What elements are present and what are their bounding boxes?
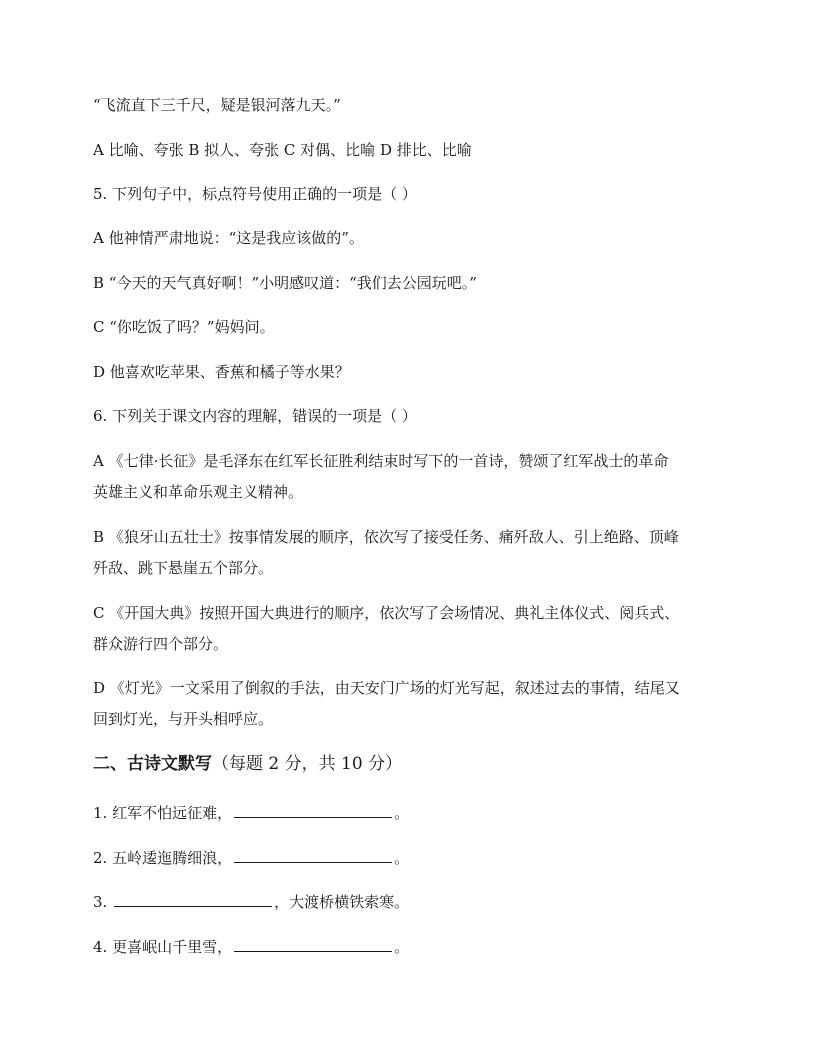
recitation-item-prefix: 4. 更喜岷山千里雪， [93,938,233,956]
recitation-item-suffix: 。 [394,938,410,956]
q6-option-c-line1: C 《开国大典》按照开国大典进行的顺序，依次写了会场情况、典礼主体仪式、阅兵式、 [93,604,680,622]
recitation-item-3 [93,892,409,912]
q5-option-c: C “你吃饭了吗？”妈妈问。 [93,318,275,336]
q6-option-b-line1: B 《狼牙山五壮士》按事情发展的顺序，依次写了接受任务、痛歼敌人、引上绝路、顶峰 [93,528,679,546]
answer-blank[interactable] [114,892,272,907]
q5-stem: 5. 下列句子中，标点符号使用正确的一项是（ ） [93,185,417,203]
q6-option-d-line2: 回到灯光，与开头相呼应。 [93,710,274,728]
q6-option-d-line1: D 《灯光》一文采用了倒叙的手法，由天安门广场的灯光写起，叙述过去的事情，结尾又 [93,679,680,697]
answer-blank[interactable] [234,848,392,863]
q6-option-b-line2: 歼敌、跳下悬崖五个部分。 [93,559,274,577]
q6-option-a-line1: A 《七律·长征》是毛泽东在红军长征胜利结束时写下的一首诗，赞颂了红军战士的革命 [93,452,669,470]
recitation-item-1 [93,803,409,823]
q4-options: A 比喻、夸张 B 拟人、夸张 C 对偶、比喻 D 排比、比喻 [93,141,472,159]
q4-quote: “飞流直下三千尺，疑是银河落九天。” [93,96,341,114]
recitation-item-suffix: 。 [394,849,410,867]
recitation-item-2 [93,848,409,868]
recitation-item-4 [93,937,409,957]
q6-option-c-line2: 群众游行四个部分。 [93,635,229,653]
answer-blank[interactable] [234,937,392,952]
q6-option-a-line2: 英雄主义和革命乐观主义精神。 [93,483,304,501]
q5-option-b: B “今天的天气真好啊！”小明感叹道：“我们去公园玩吧。” [93,274,477,292]
q5-option-d: D 他喜欢吃苹果、香蕉和橘子等水果？ [93,363,350,381]
recitation-item-prefix: 2. 五岭逶迤腾细浪， [93,849,233,867]
section-2-heading [93,753,402,775]
answer-blank[interactable] [234,803,392,818]
section-2-title: 二、古诗文默写 [93,754,212,774]
section-2-score: （每题 2 分，共 10 分） [212,754,403,774]
recitation-item-prefix: 1. 红军不怕远征难， [93,804,233,822]
q5-option-a: A 他神情严肃地说：“这是我应该做的”。 [93,229,364,247]
recitation-item-suffix: ，大渡桥横铁索寒。 [274,893,410,911]
recitation-item-suffix: 。 [394,804,410,822]
recitation-item-prefix: 3. [93,893,113,911]
q6-stem: 6. 下列关于课文内容的理解，错误的一项是（ ） [93,407,417,425]
